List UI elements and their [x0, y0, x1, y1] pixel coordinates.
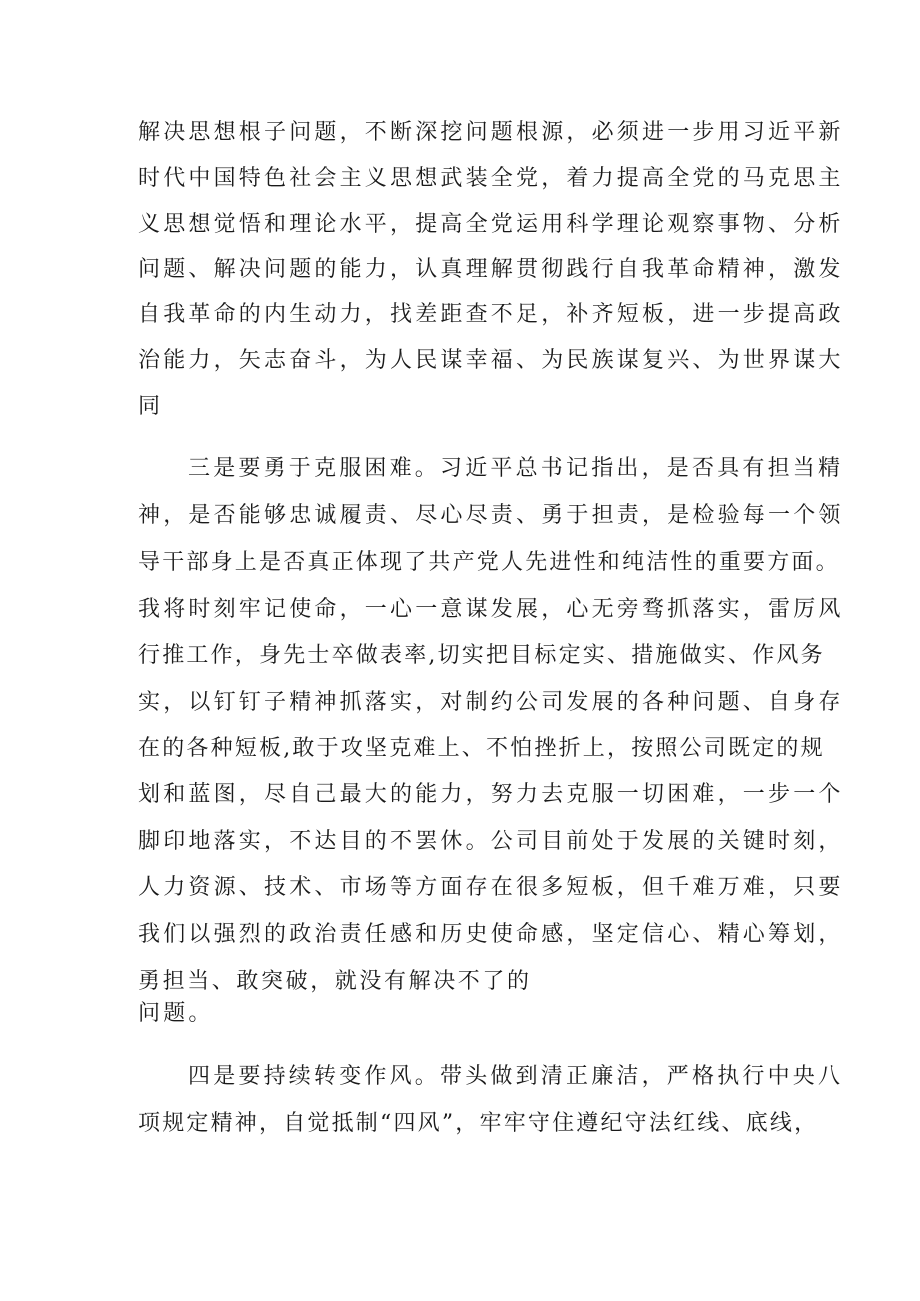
text-line: 同 [138, 394, 164, 419]
text-line: 四是要持续转变作风。带头做到清正廉洁，严格执行中央八 [188, 1064, 844, 1089]
text-line: 义思想觉悟和理论水平，提高全党运用科学理论观察事物、分析 [138, 212, 844, 237]
text-line: 解决思想根子问题，不断深挖问题根源，必须进一步用习近平新 [138, 120, 844, 145]
text-line: 脚印地落实，不达目的不罢休。公司目前处于发展的关键时刻， [138, 829, 844, 854]
text-line: 划和蓝图，尽自己最大的能力，努力去克服一切困难，一步一个 [138, 782, 844, 807]
text-line: 问题。 [138, 1001, 214, 1026]
text-line: 人力资源、技术、市场等方面存在很多短板，但千难万难，只要 [138, 875, 844, 900]
text-line: 实，以钉钉子精神抓落实，对制约公司发展的各种问题、自身存 [138, 690, 844, 715]
text-line: 我将时刻牢记使命，一心一意谋发展，心无旁骛抓落实，雷厉风 [138, 597, 844, 622]
text-line: 自我革命的内生动力，找差距查不足，补齐短板，进一步提高政 [138, 302, 844, 327]
text-line: 问题、解决问题的能力，认真理解贯彻践行自我革命精神，激发 [138, 257, 844, 282]
text-line: 行推工作，身先士卒做表率,切实把目标定实、措施做实、作风务 [138, 643, 825, 668]
text-line: 三是要勇于克服困难。习近平总书记指出，是否具有担当精 [188, 456, 844, 481]
text-line: 项规定精神，自觉抵制“四风”，牢牢守住遵纪守法红线、底线， [138, 1111, 819, 1136]
text-line: 神，是否能够忠诚履责、尽心尽责、勇于担责，是检验每一个领 [138, 503, 844, 528]
text-line: 时代中国特色社会主义思想武装全党，着力提高全党的马克思主 [138, 166, 844, 191]
text-line: 在的各种短板,敢于攻坚克难上、不怕挫折上，按照公司既定的规 [138, 736, 825, 761]
text-line: 治能力，矢志奋斗，为人民谋幸福、为民族谋复兴、为世界谋大 [138, 348, 844, 373]
text-line: 勇担当、敢突破，就没有解决不了的 [138, 969, 532, 994]
text-line: 导干部身上是否真正体现了共产党人先进性和纯洁性的重要方面。 [138, 550, 840, 575]
text-line: 我们以强烈的政治责任感和历史使命感，坚定信心、精心筹划， [138, 922, 844, 947]
